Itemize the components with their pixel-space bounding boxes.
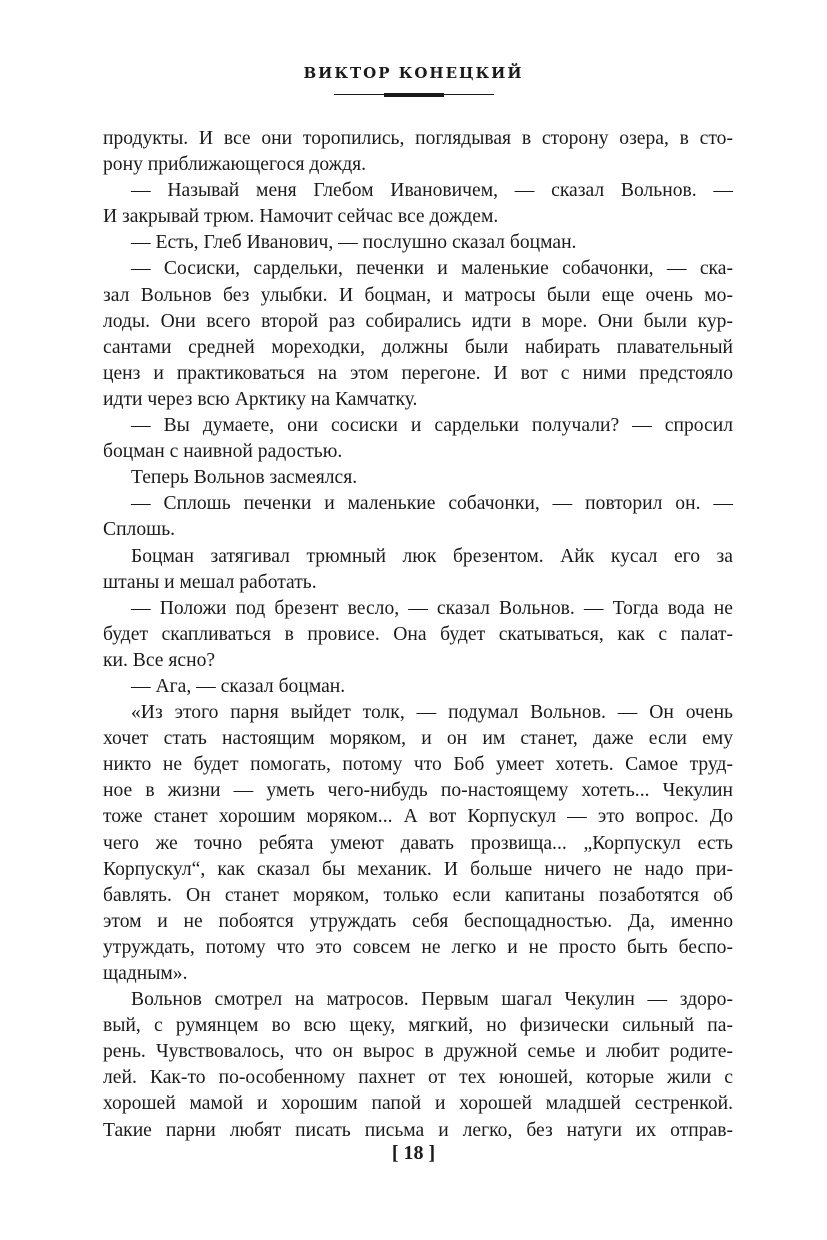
text-line: лей. Как-то по-особенному пахнет от тех юношей, которые жили с [103,1067,733,1089]
text-line: этом и не побоятся утруждать себя беспощадностью. Да, именно [103,910,733,932]
text-line: штаны и мешал работать. [103,571,317,593]
text-line: никто не будет помогать, потому что Боб умеет хотеть. Самое труд- [103,754,733,776]
text-line: Вольнов смотрел на матросов. Первым шагал Чекулин — здоро- [131,989,733,1011]
text-line: хорошей мамой и хорошим папой и хорошей младшей сестренкой. [103,1093,733,1115]
text-line: хочет стать настоящим моряком, и он им станет, даже если ему [103,728,733,750]
text-line: Теперь Вольнов засмеялся. [131,467,358,489]
text-line: ное в жизни — уметь чего-нибудь по-настоящему хотеть... Чекулин [103,780,733,802]
text-line: — Положи под брезент весло, — сказал Вольнов. — Тогда вода не [131,597,733,619]
page-number: [ 18 ] [391,1142,436,1164]
text-line: боцман с наивной радостью. [103,441,343,463]
text-line: чего же точно ребята умеют давать прозвища... „Корпускул есть [103,832,733,854]
text-line: И закрывай трюм. Намочит сейчас все дождем. [103,206,499,228]
text-line: зал Вольнов без улыбки. И боцман, и матросы были еще очень мо- [103,284,733,306]
text-line: Такие парни любят писать письма и легко, без натуги их отправ- [103,1119,733,1141]
text-line: — Вы думаете, они сосиски и сардельки получали? — спросил [131,415,733,437]
text-line: — Ага, — сказал боцман. [131,675,346,697]
running-title: ВИКТОР КОНЕЦКИЙ [303,64,524,82]
text-line: — Сосиски, сардельки, печенки и маленькие собачонки, — ска- [131,258,733,280]
header-rule-accent [384,93,444,97]
text-line: тоже станет хорошим моряком... А вот Корпускул — это вопрос. До [103,806,733,828]
text-line: Сплошь. [103,519,176,541]
text-line: идти через всю Арктику на Камчатку. [103,388,418,410]
text-line: Корпускул“, как сказал бы механик. И больше ничего не надо при- [103,858,733,880]
text-line: бавлять. Он станет моряком, только если капитаны позаботятся об [103,884,733,906]
body-text [103,126,733,1144]
text-line: — Называй меня Глебом Ивановичем, — сказал Вольнов. — [131,180,733,202]
text-line: лоды. Они всего второй раз собирались идти в море. Они были кур- [103,310,733,332]
text-line: рону приближающегося дождя. [103,154,367,176]
text-line: рень. Чувствовалось, что он вырос в дружной семье и любит родите- [103,1041,733,1063]
text-line: — Есть, Глеб Иванович, — послушно сказал боцман. [131,232,577,254]
text-line: продукты. И все они торопились, поглядывая в сторону озера, в сто- [103,128,733,149]
text-line: «Из этого парня выйдет толк, — подумал Вольнов. — Он очень [131,702,733,724]
text-line: сантами средней мореходки, должны были набирать плавательный [103,336,733,358]
text-line: будет скапливаться в провисе. Она будет скатываться, как с палат- [103,623,733,645]
text-line: утруждать, потому что это совсем не легко и не просто быть беспо- [103,936,733,958]
text-line: Боцман затягивал трюмный люк брезентом. Айк кусал его за [131,545,733,567]
text-line: вый, с румянцем во всю щеку, мягкий, но физически сильный па- [103,1015,733,1037]
text-line: ценз и практиковаться на этом перегоне. И вот с ними предстояло [103,362,733,384]
text-line: ки. Все ясно? [103,649,216,671]
text-line: щадным». [103,963,188,984]
text-line: — Сплошь печенки и маленькие собачонки, — повторил он. — [131,493,733,515]
